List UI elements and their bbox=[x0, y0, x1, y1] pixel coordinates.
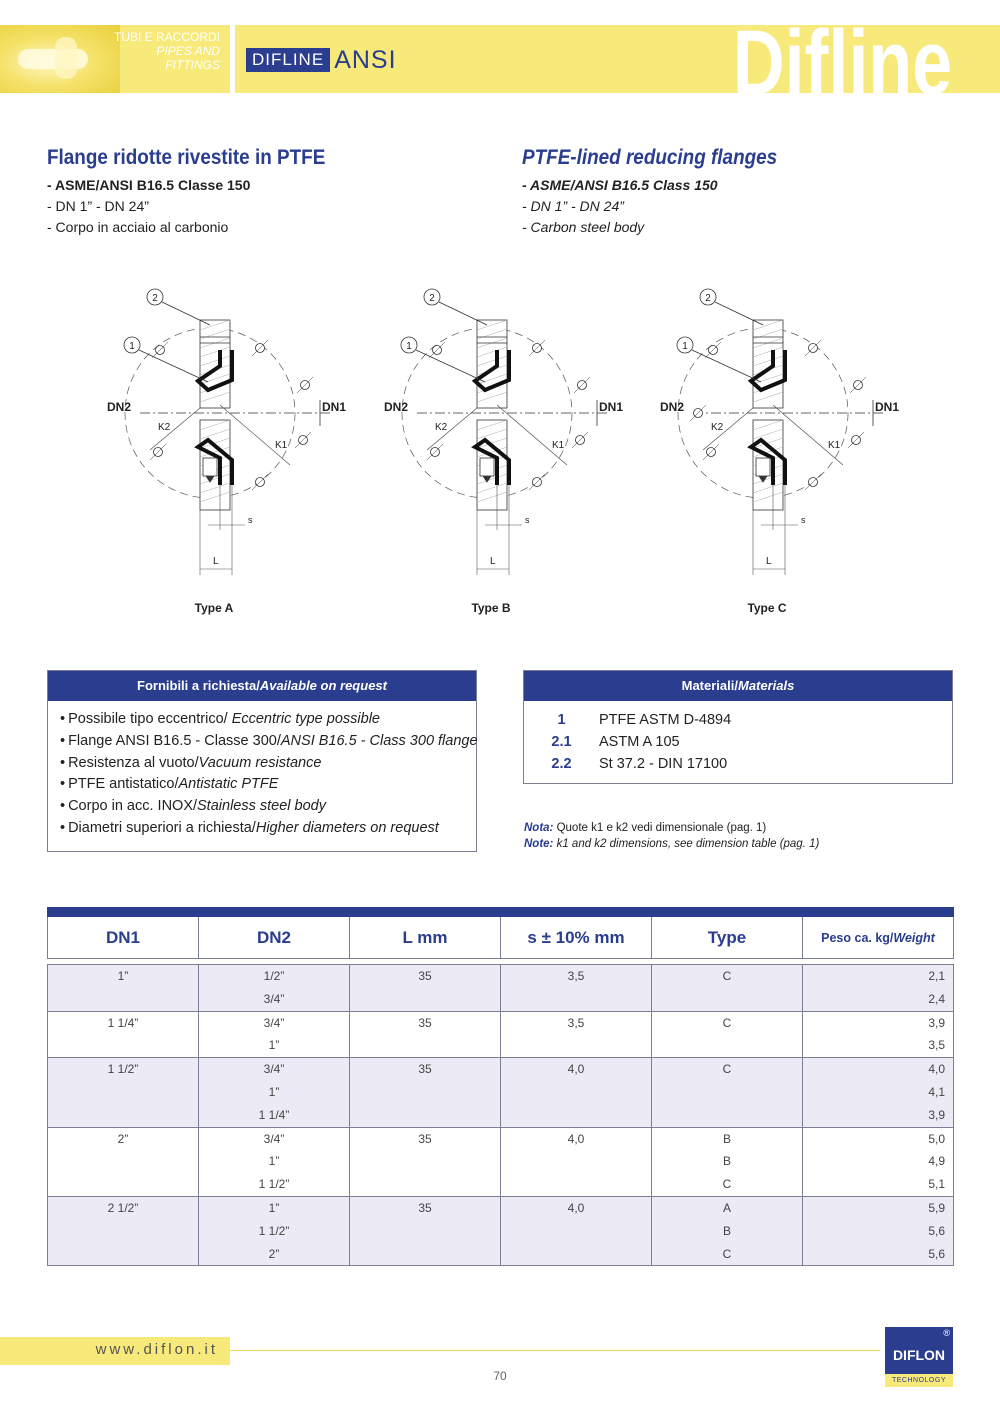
series-boxed: DIFLINE bbox=[246, 48, 330, 72]
spec-en-3: - Carbon steel body bbox=[522, 219, 645, 235]
note-en bbox=[524, 836, 819, 852]
table-cell-type: C bbox=[722, 1015, 732, 1030]
table-cell-s: 3,5 bbox=[567, 1015, 585, 1030]
header-category-block bbox=[0, 25, 230, 93]
tapped-hole bbox=[756, 458, 770, 476]
drawing-type-c bbox=[653, 280, 900, 625]
materials-title-it: Materiali/ bbox=[681, 678, 738, 693]
brand-watermark: Difline bbox=[732, 12, 952, 114]
type-label: Type C bbox=[747, 601, 787, 615]
table-cell-dn1 bbox=[48, 1034, 198, 1057]
table-body bbox=[47, 964, 954, 1266]
flange-body-top bbox=[753, 320, 783, 408]
table-cell-dn2: 1” bbox=[268, 1084, 280, 1099]
table-col-type bbox=[652, 1128, 803, 1196]
table-cell-weight: 4,9 bbox=[928, 1154, 945, 1169]
table-col-l bbox=[350, 1012, 501, 1058]
table-cell-s: 4,0 bbox=[567, 1062, 585, 1077]
dn1-label: DN1 bbox=[875, 400, 900, 414]
website-url-text[interactable]: www.diflon.it bbox=[95, 1341, 218, 1358]
tapped-hole bbox=[480, 458, 494, 476]
table-cell-dn1 bbox=[48, 988, 198, 1011]
materials-box bbox=[523, 670, 953, 784]
table-cell-dn1 bbox=[48, 1104, 198, 1127]
table-cell-dn2: 1 1/2” bbox=[258, 1177, 290, 1192]
table-cell-type: C bbox=[722, 1062, 732, 1077]
footer-line bbox=[230, 1350, 880, 1351]
table-cell-l: 35 bbox=[418, 969, 432, 983]
l-label: L bbox=[213, 556, 219, 567]
material-code: 2.2 bbox=[551, 756, 572, 772]
materials-list bbox=[524, 701, 952, 775]
material-desc: St 37.2 - DIN 17100 bbox=[599, 756, 728, 772]
table-cell-type: B bbox=[722, 1154, 731, 1169]
spec-it-3: - Corpo in acciaio al carbonio bbox=[47, 219, 229, 235]
material-row bbox=[524, 753, 952, 775]
available-list bbox=[48, 701, 476, 840]
table-col-type bbox=[652, 1012, 803, 1058]
title-it: Flange ridotte rivestite in PTFE bbox=[47, 146, 326, 169]
item-it: Resistenza al vuoto/ bbox=[68, 754, 199, 771]
header-weight bbox=[803, 917, 953, 958]
table-cell-type: C bbox=[722, 1246, 732, 1261]
title-en: PTFE-lined reducing flanges bbox=[522, 146, 778, 169]
category-en-line1: PIPES AND bbox=[156, 44, 220, 58]
logo-reg: ® bbox=[943, 1328, 950, 1338]
table-col-s bbox=[501, 1197, 652, 1265]
item-en: Antistatic PTFE bbox=[178, 776, 279, 793]
flange-body-top bbox=[200, 320, 230, 408]
series-title bbox=[246, 47, 397, 73]
table-cell-dn1 bbox=[48, 1220, 198, 1243]
table-row-group bbox=[48, 1197, 953, 1265]
table-col-dn1 bbox=[48, 1012, 199, 1058]
table-row-group bbox=[48, 1128, 953, 1197]
callout-1-label: 1 bbox=[682, 341, 688, 352]
materials-title bbox=[524, 671, 952, 701]
flange-drawing-svg bbox=[100, 280, 347, 625]
table-cell-dn1: 1” bbox=[117, 969, 129, 983]
table-cell-weight: 5,0 bbox=[928, 1131, 945, 1146]
table-cell-weight: 5,6 bbox=[928, 1223, 945, 1238]
table-header bbox=[47, 917, 954, 959]
table-col-dn1 bbox=[48, 965, 199, 1011]
k1-leader bbox=[497, 405, 567, 465]
table-cell-dn1 bbox=[48, 1173, 198, 1196]
table-cell-s bbox=[501, 988, 651, 1011]
table-col-weight bbox=[803, 1197, 953, 1265]
callout-2-leader bbox=[715, 302, 763, 325]
table-col-dn2 bbox=[199, 1197, 350, 1265]
header-type: Type bbox=[652, 917, 803, 958]
table-cell-dn2: 2” bbox=[268, 1246, 280, 1261]
table-col-type bbox=[652, 1058, 803, 1126]
flange-drawing-svg bbox=[653, 280, 900, 625]
available-title-en: Available on request bbox=[259, 678, 387, 693]
table-cell-s bbox=[501, 1081, 651, 1104]
list-item bbox=[60, 731, 476, 753]
material-code: 1 bbox=[557, 712, 566, 728]
table-cell-type bbox=[652, 1081, 802, 1104]
table-cell-type bbox=[652, 1034, 802, 1057]
table-col-weight bbox=[803, 1058, 953, 1126]
k1-label: K1 bbox=[828, 440, 841, 451]
category-it: TUBI E RACCORDI bbox=[113, 30, 220, 44]
logo-text: DIFLON bbox=[892, 1347, 946, 1363]
table-cell-type: A bbox=[722, 1200, 731, 1215]
materials-title-en: Materials bbox=[737, 678, 795, 693]
table-cell-type: C bbox=[722, 969, 732, 983]
table-cell-l bbox=[350, 1243, 500, 1266]
table-cell-s bbox=[501, 1243, 651, 1266]
material-row bbox=[524, 709, 952, 731]
list-item bbox=[60, 709, 476, 731]
item-en: ANSI B16.5 - Class 300 flange bbox=[280, 732, 478, 749]
table-col-s bbox=[501, 965, 652, 1011]
available-title-it: Fornibili a richiesta/ bbox=[137, 678, 260, 693]
dn2-label: DN2 bbox=[384, 400, 409, 414]
item-en: Eccentric type possible bbox=[231, 711, 380, 727]
l-label: L bbox=[766, 556, 772, 567]
table-cell-dn1: 1 1/2” bbox=[107, 1062, 139, 1077]
dn2-label: DN2 bbox=[660, 400, 685, 414]
callout-1-leader bbox=[692, 350, 761, 382]
callout-1-leader bbox=[139, 350, 208, 382]
list-item bbox=[60, 796, 476, 818]
table-cell-type: B bbox=[722, 1131, 731, 1146]
table-col-dn1 bbox=[48, 1128, 199, 1196]
website-url[interactable] bbox=[0, 1337, 230, 1365]
item-it: Corpo in acc. INOX/ bbox=[68, 798, 198, 815]
category-en-line2: FITTINGS bbox=[165, 58, 220, 72]
item-en: Stainless steel body bbox=[197, 798, 326, 815]
dn1-label: DN1 bbox=[599, 400, 624, 414]
flange-body-top bbox=[477, 320, 507, 408]
intro-italian bbox=[47, 145, 487, 238]
header-dn1: DN1 bbox=[48, 917, 199, 958]
table-col-dn1 bbox=[48, 1197, 199, 1265]
note-text-it: Quote k1 e k2 vedi dimensionale (pag. 1) bbox=[553, 822, 767, 834]
table-cell-weight: 2,1 bbox=[928, 969, 945, 983]
table-cell-s: 4,0 bbox=[567, 1200, 585, 1215]
type-label: Type A bbox=[194, 601, 234, 615]
table-cell-l: 35 bbox=[418, 1062, 432, 1077]
k1-label: K1 bbox=[275, 440, 288, 451]
table-cell-l bbox=[350, 1081, 500, 1104]
table-col-dn2 bbox=[199, 965, 350, 1011]
table-col-weight bbox=[803, 1128, 953, 1196]
k1-leader bbox=[773, 405, 843, 465]
drawing-type-a bbox=[100, 280, 347, 625]
table-cell-dn1 bbox=[48, 1243, 198, 1266]
table-cell-dn2: 3/4” bbox=[263, 1062, 285, 1077]
table-col-s bbox=[501, 1128, 652, 1196]
table-cell-type bbox=[652, 1104, 802, 1127]
table-top-bar bbox=[47, 907, 954, 917]
table-cell-l bbox=[350, 1104, 500, 1127]
note bbox=[524, 820, 819, 852]
callout-2-leader bbox=[162, 302, 210, 325]
material-desc: ASTM A 105 bbox=[599, 734, 680, 750]
item-en: Vacuum resistance bbox=[198, 754, 322, 771]
table-cell-s bbox=[501, 1034, 651, 1057]
callout-1-label: 1 bbox=[406, 341, 412, 352]
callout-2-label: 2 bbox=[429, 293, 435, 304]
item-it: PTFE antistatico/ bbox=[68, 776, 179, 793]
table-col-l bbox=[350, 1058, 501, 1126]
callout-2-label: 2 bbox=[705, 293, 711, 304]
weight-header-it: Peso ca. kg/ bbox=[821, 930, 894, 945]
available-box bbox=[47, 670, 477, 852]
table-cell-l: 35 bbox=[418, 1015, 432, 1030]
table-cell-type bbox=[652, 988, 802, 1011]
list-item bbox=[60, 818, 476, 840]
table-cell-s: 3,5 bbox=[567, 969, 585, 983]
dimension-table bbox=[47, 907, 954, 1266]
tapped-hole bbox=[203, 458, 217, 476]
table-col-weight bbox=[803, 1012, 953, 1058]
table-cell-dn2: 3/4” bbox=[263, 991, 285, 1006]
table-cell-dn2: 3/4” bbox=[263, 1131, 285, 1146]
s-label: s bbox=[248, 515, 253, 525]
table-cell-dn2: 1” bbox=[268, 1154, 280, 1169]
table-cell-weight: 4,1 bbox=[928, 1084, 945, 1099]
note-text-en: k1 and k2 dimensions, see dimension table (pag. 1) bbox=[553, 838, 820, 850]
logo-subtitle: TECHNOLOGY bbox=[885, 1374, 953, 1387]
table-cell-dn1 bbox=[48, 1081, 198, 1104]
table-col-type bbox=[652, 1197, 803, 1265]
material-row bbox=[524, 731, 952, 753]
k1-leader bbox=[220, 405, 290, 465]
table-col-dn2 bbox=[199, 1128, 350, 1196]
table-cell-s: 4,0 bbox=[567, 1131, 585, 1146]
table-cell-weight: 4,0 bbox=[928, 1062, 945, 1077]
callout-2-leader bbox=[439, 302, 487, 325]
table-col-l bbox=[350, 1128, 501, 1196]
table-cell-dn2: 1” bbox=[268, 1200, 280, 1215]
s-label: s bbox=[801, 515, 806, 525]
s-label: s bbox=[525, 515, 530, 525]
table-cell-dn2: 1” bbox=[268, 1038, 280, 1053]
table-col-l bbox=[350, 1197, 501, 1265]
note-label-it: Nota: bbox=[524, 822, 554, 834]
l-label: L bbox=[490, 556, 496, 567]
table-cell-weight: 5,9 bbox=[928, 1200, 945, 1215]
k2-label: K2 bbox=[711, 422, 724, 433]
note-it bbox=[524, 820, 819, 836]
material-desc: PTFE ASTM D-4894 bbox=[599, 712, 732, 728]
table-col-weight bbox=[803, 965, 953, 1011]
table-cell-dn2: 3/4” bbox=[263, 1015, 285, 1030]
spec-en-1: - ASME/ANSI B16.5 Class 150 bbox=[522, 177, 718, 193]
table-cell-s bbox=[501, 1104, 651, 1127]
table-cell-l bbox=[350, 1220, 500, 1243]
callout-1-leader bbox=[416, 350, 485, 382]
list-item bbox=[60, 774, 476, 796]
pipe-fittings-photo bbox=[0, 25, 120, 93]
type-label: Type B bbox=[471, 601, 511, 615]
dn1-label: DN1 bbox=[322, 400, 347, 414]
k1-label: K1 bbox=[552, 440, 565, 451]
table-cell-weight: 5,1 bbox=[928, 1177, 945, 1192]
k2-label: K2 bbox=[158, 422, 171, 433]
table-cell-type: B bbox=[722, 1223, 731, 1238]
item-it: Possibile tipo eccentrico/ bbox=[68, 711, 232, 727]
spec-it-1: - ASME/ANSI B16.5 Classe 150 bbox=[47, 177, 251, 193]
table-cell-weight: 5,6 bbox=[928, 1246, 945, 1261]
flange-drawing-svg bbox=[377, 280, 624, 625]
note-label-en: Note: bbox=[524, 838, 554, 850]
header-s: s ± 10% mm bbox=[501, 917, 652, 958]
spec-en-2: - DN 1” - DN 24” bbox=[522, 198, 624, 214]
table-col-s bbox=[501, 1058, 652, 1126]
table-cell-dn1: 1 1/4” bbox=[107, 1015, 139, 1030]
table-cell-s bbox=[501, 1173, 651, 1196]
table-cell-weight: 2,4 bbox=[928, 991, 945, 1006]
table-cell-dn2: 1 1/4” bbox=[258, 1107, 290, 1122]
table-cell-l: 35 bbox=[418, 1131, 432, 1146]
callout-1-label: 1 bbox=[129, 341, 135, 352]
table-col-l bbox=[350, 965, 501, 1011]
header-dn2: DN2 bbox=[199, 917, 350, 958]
table-cell-dn2: 1/2” bbox=[263, 969, 285, 983]
table-row-group bbox=[48, 1058, 953, 1127]
table-cell-l: 35 bbox=[418, 1200, 432, 1215]
table-cell-dn1: 2” bbox=[117, 1131, 129, 1146]
table-cell-weight: 3,9 bbox=[928, 1107, 945, 1122]
k2-label: K2 bbox=[435, 422, 448, 433]
table-cell-l bbox=[350, 1150, 500, 1173]
item-en: Higher diameters on request bbox=[255, 819, 439, 836]
table-cell-weight: 3,9 bbox=[928, 1015, 945, 1030]
diflon-logo bbox=[885, 1327, 953, 1387]
table-cell-dn1: 2 1/2” bbox=[107, 1200, 139, 1215]
list-item bbox=[60, 753, 476, 775]
table-cell-type: C bbox=[722, 1177, 732, 1192]
header-l: L mm bbox=[350, 917, 501, 958]
material-code: 2.1 bbox=[551, 734, 572, 750]
callout-2-label: 2 bbox=[152, 293, 158, 304]
spec-it-2: - DN 1” - DN 24” bbox=[47, 198, 149, 214]
item-it: Diametri superiori a richiesta/ bbox=[68, 819, 256, 836]
table-cell-l bbox=[350, 1034, 500, 1057]
available-title bbox=[48, 671, 476, 701]
table-col-dn2 bbox=[199, 1058, 350, 1126]
table-col-dn1 bbox=[48, 1058, 199, 1126]
dn2-label: DN2 bbox=[107, 400, 132, 414]
page-number: 70 bbox=[493, 1369, 507, 1383]
table-cell-s bbox=[501, 1150, 651, 1173]
intro-english bbox=[522, 145, 962, 238]
drawing-type-b bbox=[377, 280, 624, 625]
table-cell-l bbox=[350, 988, 500, 1011]
weight-header-en: Weight bbox=[893, 930, 935, 945]
table-cell-dn1 bbox=[48, 1150, 198, 1173]
table-cell-dn2: 1 1/2” bbox=[258, 1223, 290, 1238]
table-cell-l bbox=[350, 1173, 500, 1196]
table-col-type bbox=[652, 965, 803, 1011]
table-col-s bbox=[501, 1012, 652, 1058]
table-row-group bbox=[48, 965, 953, 1012]
table-cell-weight: 3,5 bbox=[928, 1038, 945, 1053]
item-it: Flange ANSI B16.5 - Classe 300/ bbox=[68, 732, 281, 749]
header-category bbox=[114, 30, 220, 72]
table-col-dn2 bbox=[199, 1012, 350, 1058]
table-row-group bbox=[48, 1012, 953, 1059]
table-cell-s bbox=[501, 1220, 651, 1243]
series-plain: ANSI bbox=[334, 46, 397, 74]
